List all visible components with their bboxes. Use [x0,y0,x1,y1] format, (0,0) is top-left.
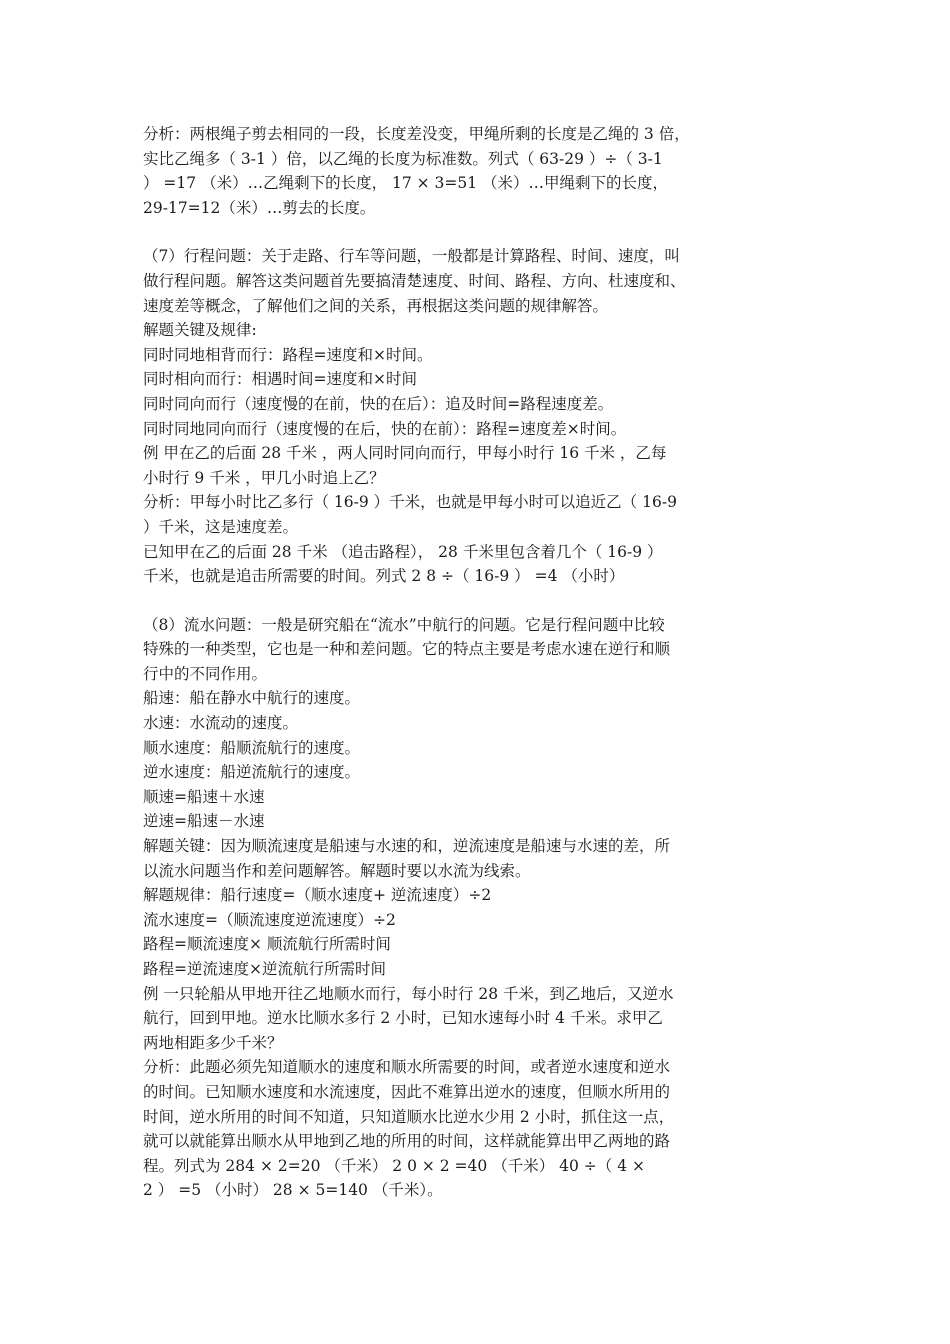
text-line: 分析：此题必须先知道顺水的速度和顺水所需要的时间，或者逆水速度和逆水 [143,1058,671,1077]
text-line: 千米，也就是追击所需要的时间。列式 2 8 ÷（ 16-9 ） =4 （小时） [143,567,625,586]
text-line: 时间，逆水所用的时间不知道，只知道顺水比逆水少用 2 小时，抓住这一点， [143,1107,675,1126]
text-line: （7）行程问题：关于走路、行车等问题，一般都是计算路程、时间、速度，叫 [143,247,680,266]
text-line: 路程=顺流速度× 顺流航行所需时间 [143,935,391,954]
flow-problem-section [143,613,823,1203]
text-line: ）千米，这是速度差。 [143,517,299,536]
text-line: 同时同地相背而行：路程=速度和×时间。 [143,345,433,364]
text-line: 顺速=船速＋水速 [143,787,265,806]
text-line: （8）流水问题：一般是研究船在“流水”中航行的问题。它是行程问题中比较 [143,615,665,634]
text-line: 逆速=船速－水速 [143,812,265,831]
text-line: 小时行 9 千米 ，甲几小时追上乙？ [143,468,385,487]
text-line: 就可以就能算出顺水从甲地到乙地的所用的时间，这样就能算出甲乙两地的路 [143,1132,671,1151]
text-line: 解题规律：船行速度=（顺水速度+ 逆流速度）÷2 [143,886,492,905]
text-line: 同时相向而行：相遇时间=速度和×时间 [143,370,417,389]
text-line: 例 甲在乙的后面 28 千米 ，两人同时同向而行，甲每小时行 16 千米 ，乙每 [143,444,667,463]
text-line: 同时同地同向而行（速度慢的在后，快的在前）：路程=速度差×时间。 [143,419,627,438]
text-line: 实比乙绳多（ 3-1 ）倍，以乙绳的长度为标准数。列式（ 63-29 ）÷（ 3-1 [143,149,663,168]
text-line: 已知甲在乙的后面 28 千米 （追击路程）， 28 千米里包含着几个（ 16-9 ） [143,542,663,561]
text-line: 29-17=12（米）…剪去的长度。 [143,198,376,217]
text-line: 做行程问题。解答这类问题首先要搞清楚速度、时间、路程、方向、杜速度和、 [143,271,686,290]
paragraph-gap [143,589,823,613]
text-line: 的时间。已知顺水速度和水流速度，因此不难算出逆水的速度，但顺水所用的 [143,1082,671,1101]
text-line: 航行，回到甲地。逆水比顺水多行 2 小时，已知水速每小时 4 千米。求甲乙 [143,1009,663,1028]
text-line: 以流水问题当作和差问题解答。解题时要以水流为线索。 [143,861,531,880]
text-line: 速度差等概念，了解他们之间的关系，再根据这类问题的规律解答。 [143,296,609,315]
text-line: 顺水速度：船顺流航行的速度。 [143,738,361,757]
text-line: 同时同向而行（速度慢的在前，快的在后）：追及时间=路程速度差。 [143,394,614,413]
text-line: 逆水速度：船逆流航行的速度。 [143,763,361,782]
text-line: 解题关键及规律: [143,321,257,340]
paragraph-gap [143,220,823,244]
text-line: 例 一只轮船从甲地开往乙地顺水而行，每小时行 28 千米，到乙地后，又逆水 [143,984,674,1003]
text-line: 船速：船在静水中航行的速度。 [143,689,361,708]
text-line: 水速：水流动的速度。 [143,714,299,733]
analysis-rope-paragraph [143,122,823,220]
text-line: 解题关键：因为顺流速度是船速与水速的和，逆流速度是船速与水速的差，所 [143,837,671,856]
text-line: 流水速度=（顺流速度逆流速度）÷2 [143,910,396,929]
text-line: 特殊的一种类型，它也是一种和差问题。它的特点主要是考虑水速在逆行和顺 [143,640,671,659]
text-line: 路程=逆流速度×逆流航行所需时间 [143,960,386,978]
text-line: 分析：甲每小时比乙多行（ 16-9 ）千米，也就是甲每小时可以追近乙（ 16-9 [143,493,677,512]
text-line: 程。列式为 284 × 2=20 （千米） 2 0 × 2 =40 （千米） 40 ÷（ 4 × [143,1156,645,1175]
travel-problem-section [143,244,823,588]
text-line: 分析：两根绳子剪去相同的一段，长度差没变，甲绳所剩的长度是乙绳的 3 倍， [143,125,690,143]
text-line: 行中的不同作用。 [143,664,268,683]
text-line: 2 ） =5 （小时） 28 × 5=140 （千米）。 [143,1181,443,1200]
text-line: 两地相距多少千米？ [143,1033,283,1052]
document-page [143,122,823,1203]
text-line: ） =17 （米）…乙绳剩下的长度， 17 × 3=51 （米）…甲绳剩下的长度， [143,174,669,193]
